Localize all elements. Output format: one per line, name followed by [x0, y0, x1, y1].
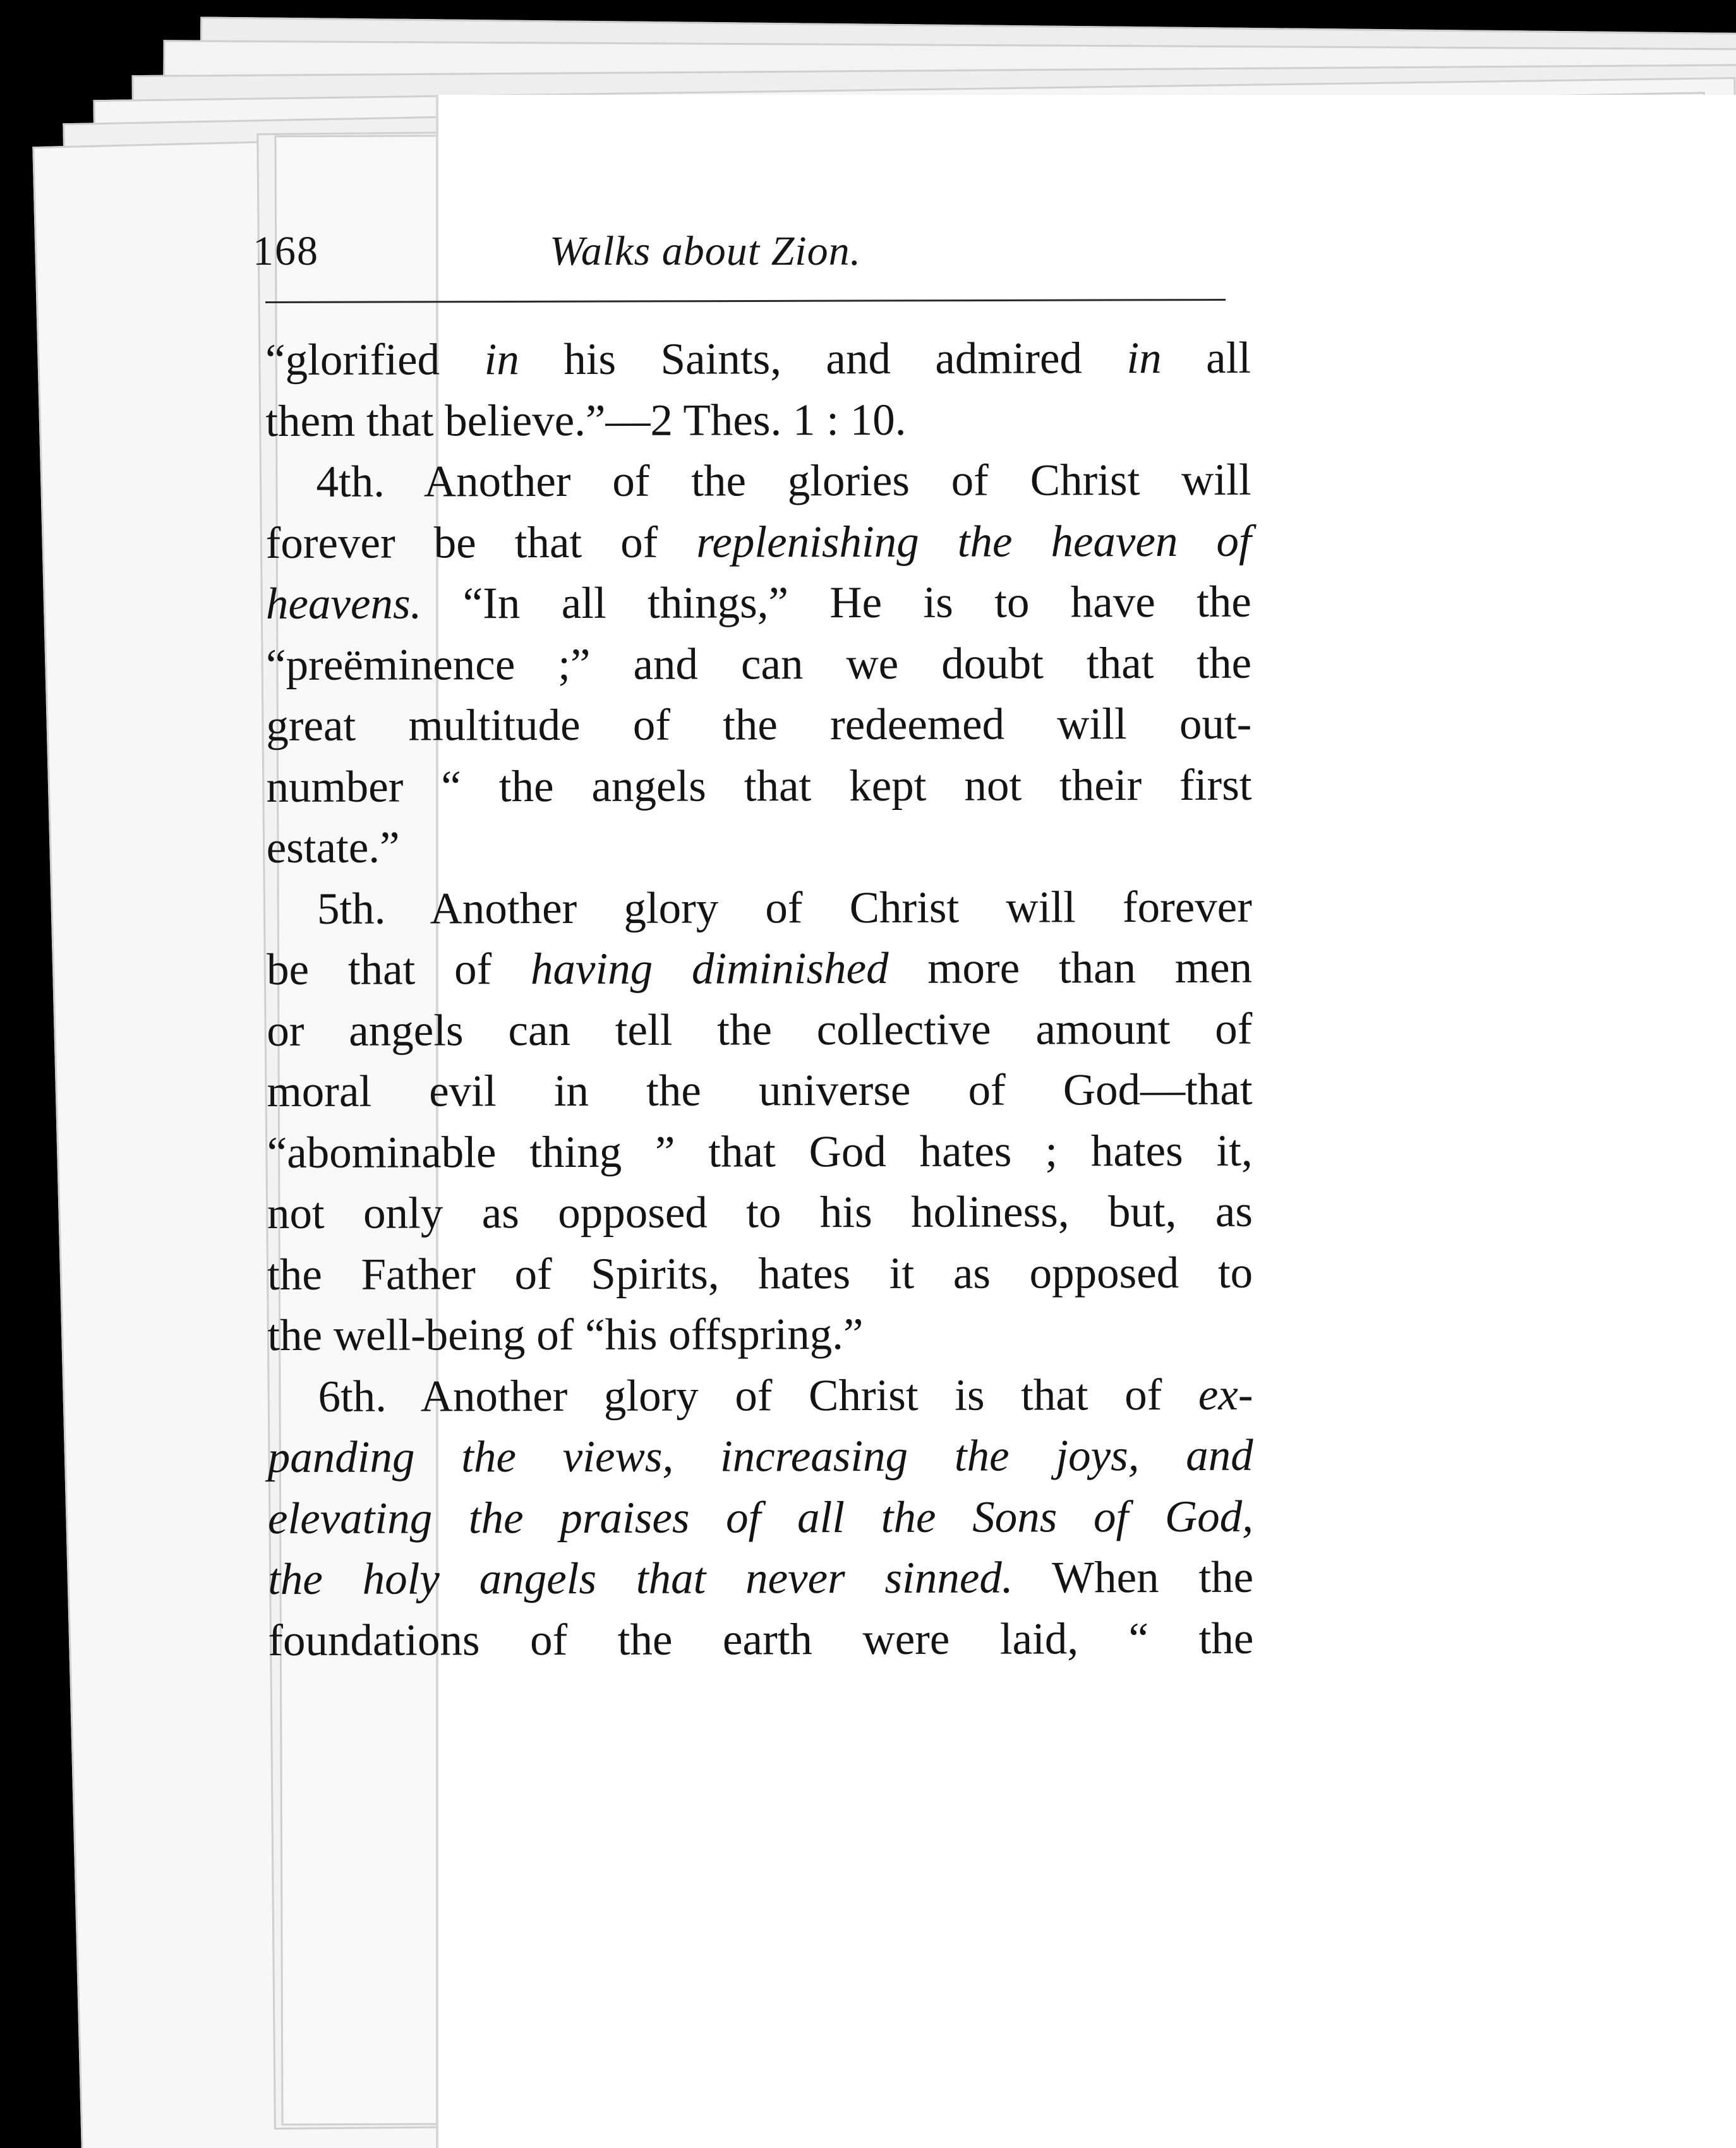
text-line — [267, 876, 1252, 939]
text-line — [267, 1059, 1252, 1123]
italic-text: replenishing the heaven of — [696, 516, 1251, 567]
text-line — [265, 328, 1251, 391]
italic-text: in — [484, 335, 519, 385]
text-run: be that of — [267, 944, 531, 994]
italic-text: panding the views, increasing the joys, and — [267, 1430, 1253, 1482]
text-run: moral evil in the universe of God—that — [267, 1065, 1253, 1116]
text-line — [265, 450, 1251, 513]
text-run: his Saints, and admired — [519, 334, 1127, 385]
text-run: the Father of Spirits, hates it as opposed to — [267, 1248, 1253, 1300]
text-run: number “ the angels that kept not their first — [266, 760, 1252, 812]
text-line — [267, 1181, 1253, 1245]
text-run: “abominable thing ” that God hates ; hates it, — [267, 1126, 1253, 1178]
text-run: 5th. Another glory of Christ will forever — [316, 882, 1252, 934]
text-line — [267, 938, 1252, 1001]
text-run: 4th. Another of the glories of Christ will — [316, 455, 1251, 507]
text-run: not only as opposed to his holiness, but, as — [267, 1186, 1253, 1238]
text-run: “preëminence ;” and can we doubt that the — [266, 638, 1252, 690]
italic-text: heavens. — [265, 579, 422, 629]
text-line — [265, 389, 1251, 452]
page-number: 168 — [253, 228, 319, 274]
running-title: Walks about Zion. — [550, 228, 862, 274]
text-line — [267, 816, 1252, 879]
text-line — [266, 510, 1251, 574]
italic-text: the holy angels that never sinned. — [268, 1553, 1013, 1604]
text-line — [267, 1242, 1253, 1305]
text-line — [266, 572, 1251, 635]
italic-text: in — [1126, 334, 1162, 383]
text-run: estate.” — [266, 823, 400, 872]
body-text — [265, 328, 1253, 1671]
italic-text: ex- — [1198, 1370, 1253, 1420]
text-run: the well-being of “his offspring.” — [267, 1310, 864, 1360]
italic-text: having diminished — [530, 943, 889, 994]
text-run: 6th. Another glory of Christ is that of — [318, 1370, 1198, 1421]
text-line — [267, 1364, 1253, 1427]
text-line — [268, 1547, 1253, 1610]
text-run: foundations of the earth were laid, “ the — [268, 1614, 1254, 1665]
text-run: When the — [1013, 1552, 1254, 1603]
text-run: more than men — [888, 943, 1253, 993]
running-head — [253, 208, 1415, 284]
text-run: “glorified — [265, 335, 485, 385]
text-line — [268, 1608, 1253, 1671]
text-line — [268, 1486, 1253, 1549]
text-run: them that believe.”—2 Thes. 1 : 10. — [265, 395, 907, 446]
text-line — [267, 1120, 1253, 1183]
text-run: all — [1161, 333, 1251, 383]
text-run: great multitude of the redeemed will out- — [266, 699, 1252, 751]
text-line — [266, 694, 1251, 757]
text-line — [266, 632, 1251, 696]
text-line — [267, 1303, 1253, 1367]
text-line — [267, 998, 1252, 1061]
italic-text: elevating the praises of all the Sons of God, — [267, 1492, 1254, 1543]
text-run: or angels can tell the collective amount of — [267, 1004, 1253, 1056]
text-line — [266, 754, 1251, 818]
text-line — [268, 1425, 1253, 1488]
text-run: “In all things,” He is to have the — [421, 577, 1251, 629]
text-run: forever be that of — [265, 517, 697, 568]
